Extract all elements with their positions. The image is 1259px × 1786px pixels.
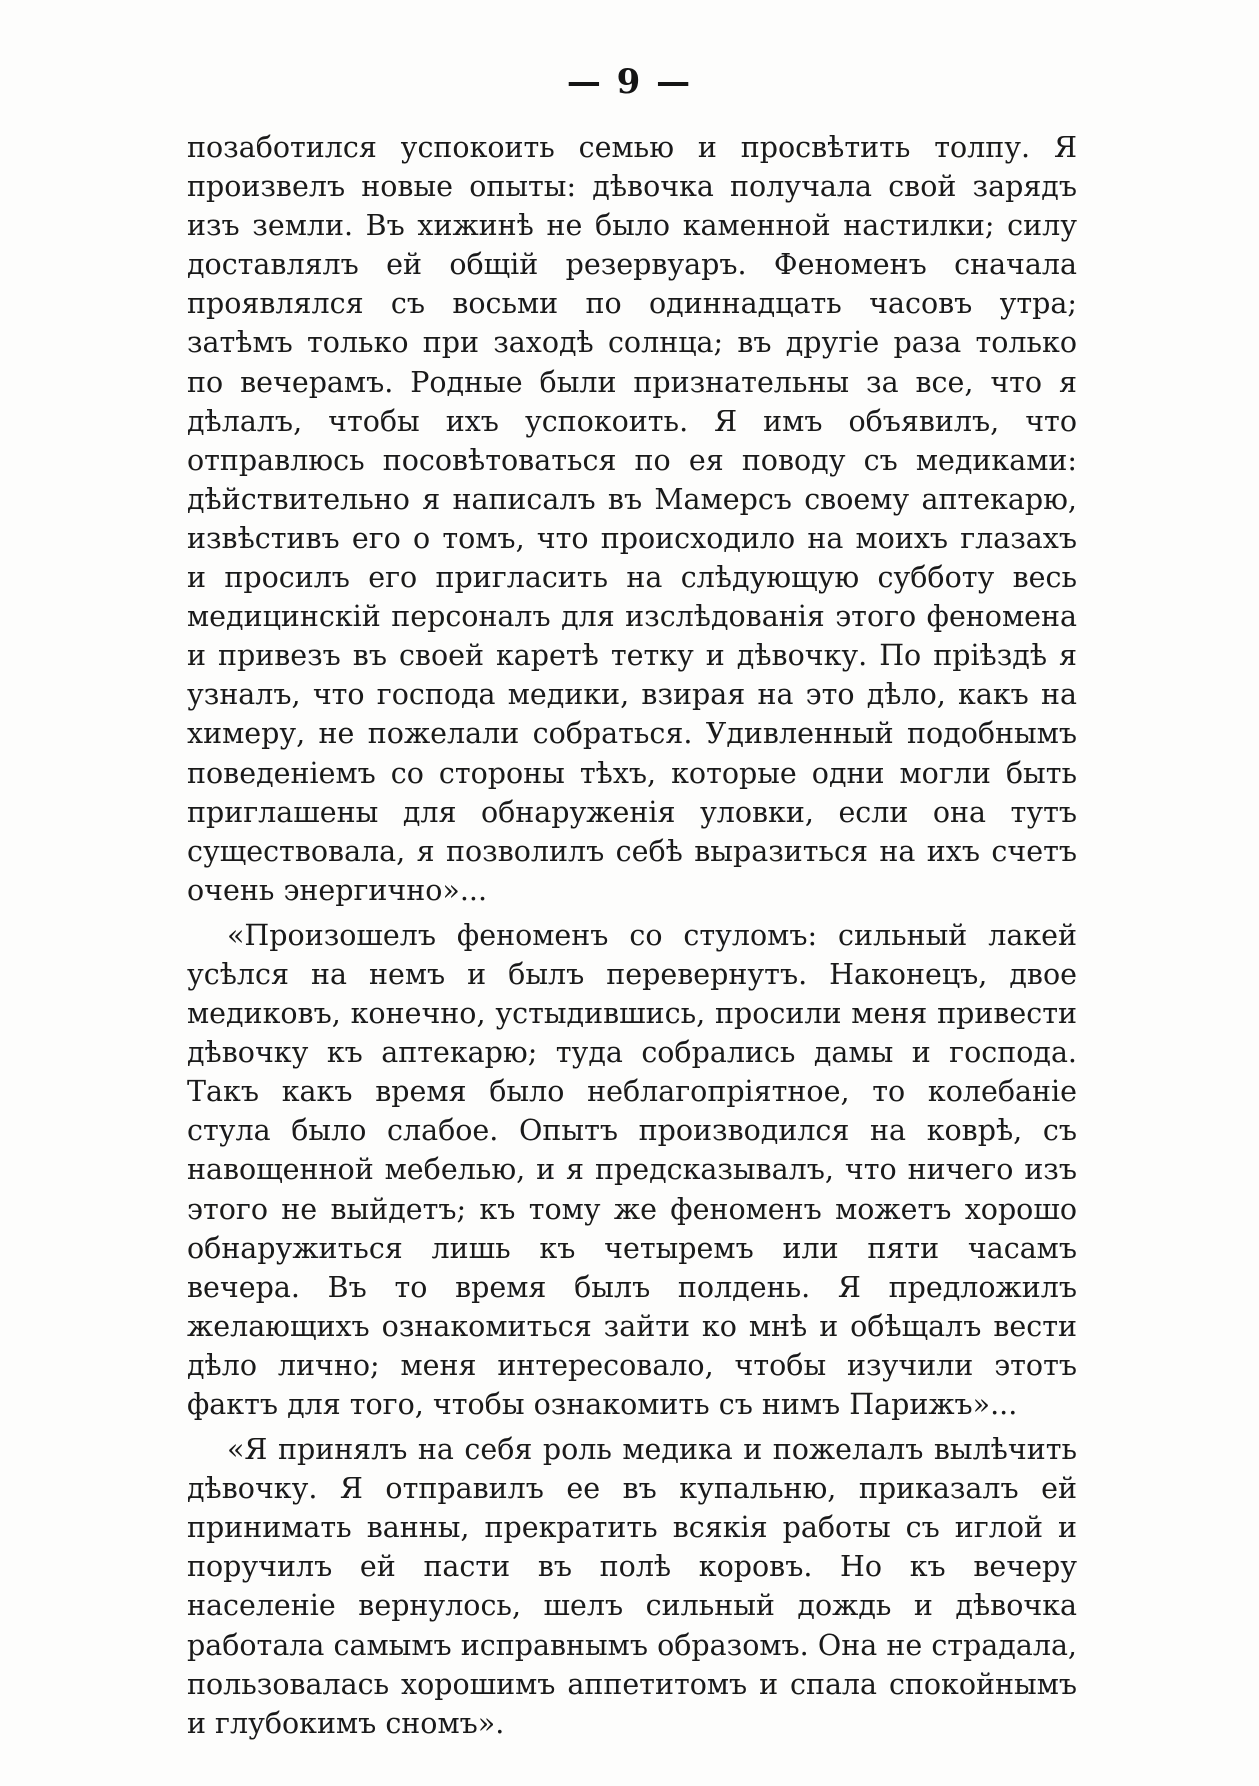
page-number: — 9 — <box>566 62 693 102</box>
paragraph: «Я принялъ на себя роль медика и пожелалъ вылѣчить дѣвочку. Я отправилъ ее въ купальню, приказалъ ей принимать ванны, прекратить всякія работы съ иглой и поручилъ ей пасти въ полѣ коровъ. Но къ вечеру населеніе вернулось, шелъ сильный дождь и дѣвочка работала самымъ исправнымъ образомъ. Она не страдала, пользовалась хорошимъ аппетитомъ и спала спокойнымъ и глубокимъ сномъ». <box>187 1433 1077 1740</box>
paragraph: «Произошелъ феноменъ со стуломъ: сильный лакей усѣлся на немъ и былъ перевернутъ. Наконецъ, двое медиковъ, конечно, устыдившись, просили меня привести дѣвочку къ аптекарю; туда собрались дамы и господа. Такъ какъ время было неблагопріятное, то колебаніе стула было слабое. Опытъ производился на коврѣ, съ навощенной мебелью, и я предсказывалъ, что ничего изъ этого не выйдетъ; къ тому же феноменъ можетъ хорошо обнаружиться лишь къ четыремъ или пяти часамъ вечера. Въ то время былъ полдень. Я предложилъ желающихъ ознакомиться зайти ко мнѣ и обѣщалъ вести дѣло лично; меня интересовало, чтобы изучили этотъ фактъ для того, чтобы ознакомить съ нимъ Парижъ»... <box>187 918 1077 1421</box>
paragraph: позаботился успокоить семью и просвѣтить толпу. Я произвелъ новые опыты: дѣвочка получала свой зарядъ изъ земли. Въ хижинѣ не было каменной настилки; силу доставлялъ ей общій резервуаръ. Феноменъ сначала проявлялся съ восьми по одиннадцать часовъ утра; затѣмъ только при заходѣ солнца; въ другіе раза только по вечерамъ. Родные были признательны за все, что я дѣлалъ, чтобы ихъ успокоить. Я имъ объявилъ, что отправлюсь посовѣтоваться по ея поводу съ медиками: дѣйствительно я написалъ въ Мамерсъ своему аптекарю, извѣстивъ его о томъ, что происходило на моихъ глазахъ и просилъ его пригласить на слѣдующую субботу весь медицинскій персоналъ для изслѣдованія этого феномена и привезъ въ своей каретѣ тетку и дѣвочку. По пріѣздѣ я узналъ, что господа медики, взирая на это дѣло, какъ на химеру, не пожелали собраться. Удивленный подобнымъ поведеніемъ со стороны тѣхъ, которые одни могли быть приглашены для обнаруженія уловки, если она тутъ существовала, я позволилъ себѣ выразиться на ихъ счетъ очень энергично»... <box>187 131 1077 907</box>
body-text <box>187 128 1077 1743</box>
